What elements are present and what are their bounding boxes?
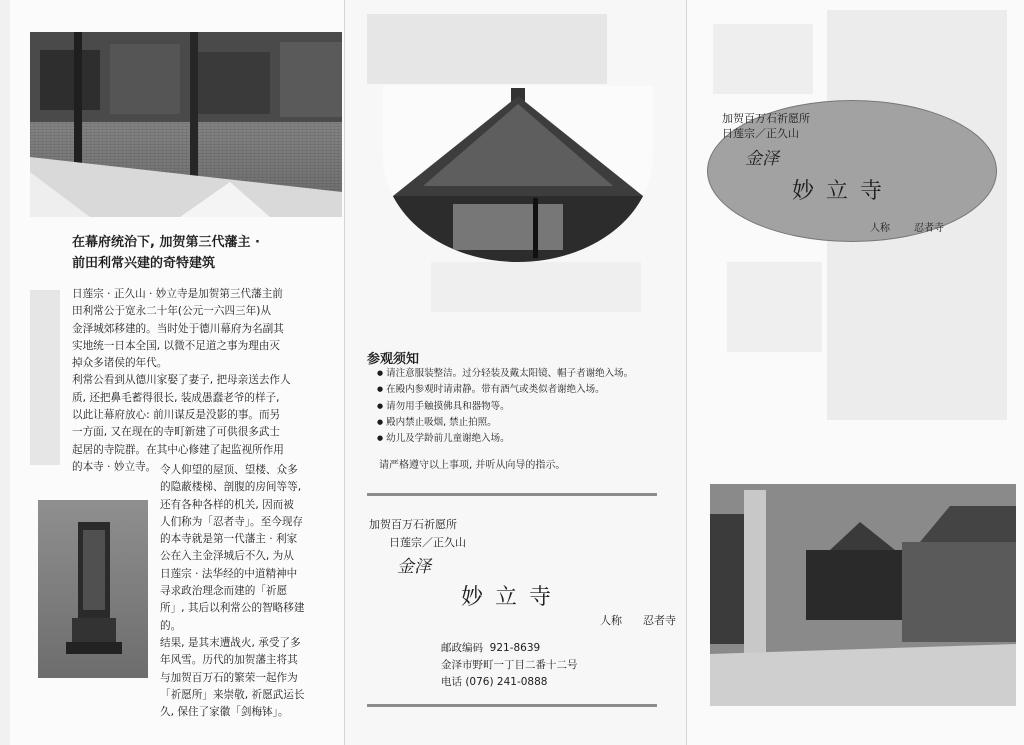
street-scene-icon <box>30 32 342 217</box>
oval-org-name: 加贺百万石祈愿所 <box>722 112 810 125</box>
faded-bleed-text-top <box>713 24 813 94</box>
oval-temple-name: 妙立寺 <box>792 179 895 204</box>
article-continued: 令人仰望的屋顶、望楼、众多 的隐蔽楼梯、剖腹的房间等等, 还有各种各样的机关, 因而被 人们称为「忍者寺」。至今现存 的本寺就是第一代藩主 · 利家 公在入主金泽城后不久, 为从 日莲宗 · 法华经的中道精神中 寻求政治理念而建的「祈愿 所」, 其后以利常公的智略移建 的。 结果, 是其末遭战火, 承受了多 年风雪。历代的加贺藩主将其 与加贺百万石的繁荣一起作为 「祈愿所」来崇敬, 祈愿武运长 久, 保住了家徽「剑梅钵」。 <box>160 464 305 719</box>
alias-label: 人称 <box>600 614 622 627</box>
temple-gate-photo <box>710 484 1016 706</box>
divider-bottom <box>367 704 657 707</box>
notice-item: ● 殿内禁止吸烟, 禁止拍照。 <box>377 415 633 431</box>
temple-roof-photo <box>383 86 653 262</box>
sect-name: 日莲宗／正久山 <box>389 536 466 549</box>
temple-gate-icon <box>710 484 1016 706</box>
divider-top <box>367 493 657 496</box>
stone-monument-icon <box>38 500 148 678</box>
oval-city-name: 金泽 <box>745 149 779 169</box>
oval-sect-name: 日莲宗／正久山 <box>722 127 799 140</box>
panel-left <box>10 0 345 745</box>
notice-item: ● 请注意服装整洁。过分轻装及戴太阳镜、帽子者谢绝入场。 <box>377 366 633 382</box>
notice-item: ● 幼儿及学龄前儿童谢绝入场。 <box>377 431 633 447</box>
faded-bleed-text <box>431 262 641 312</box>
faded-bleed-text-mid <box>727 262 822 352</box>
faded-bleed-image <box>30 290 60 465</box>
street-photo <box>30 32 342 217</box>
notice-title: 参观须知 <box>367 352 420 367</box>
notice-footer: 请严格遵守以上事项, 并听从向导的指示。 <box>379 460 566 471</box>
faded-bleed-block <box>367 14 607 84</box>
oval-alias-name: 忍者寺 <box>914 223 944 234</box>
monument-photo <box>38 500 148 678</box>
notice-item: ● 请勿用手触摸佛具和器物等。 <box>377 399 633 415</box>
article-heading: 在幕府统治下, 加贺第三代藩主 · 前田利常兴建的奇特建筑 <box>72 235 260 271</box>
alias-name: 忍者寺 <box>643 614 676 627</box>
panel-middle <box>345 0 687 745</box>
temple-roof-icon <box>383 86 653 262</box>
city-name: 金泽 <box>397 557 431 577</box>
notice-item: ● 在殿内参观时请肃静。带有酒气或类似者谢绝入场。 <box>377 382 633 398</box>
contact-info: 邮政编码 921-8639 金泽市野町一丁目二番十二号 电话 (076) 241-0888 <box>441 642 578 688</box>
article-intro: 日莲宗 · 正久山 · 妙立寺是加贺第三代藩主前 田利常公于宽永二十年(公元一六四三年)从 金泽城郊移建的。当时处于德川幕府为名副其 实地统一日本全国, 以微不足道之事为理由灭 掉众多诸侯的年代。 利常公看到从德川家娶了妻子, 把母亲送去作人 质, 还把鼻毛蓄得很长, 装成愚蠢老爷的样子, 以此让幕府放心: 前川谋反是没影的事。而另 一方面, 又在现在的寺町新建了可供很多武士 起居的寺院群。在其中心修建了起监视所作用 的本寺 · 妙立寺。 <box>72 288 291 473</box>
oval-alias-label: 人称 <box>870 223 890 234</box>
notice-list <box>377 366 633 447</box>
org-name: 加贺百万石祈愿所 <box>369 518 457 531</box>
temple-name: 妙立寺 <box>461 585 564 610</box>
